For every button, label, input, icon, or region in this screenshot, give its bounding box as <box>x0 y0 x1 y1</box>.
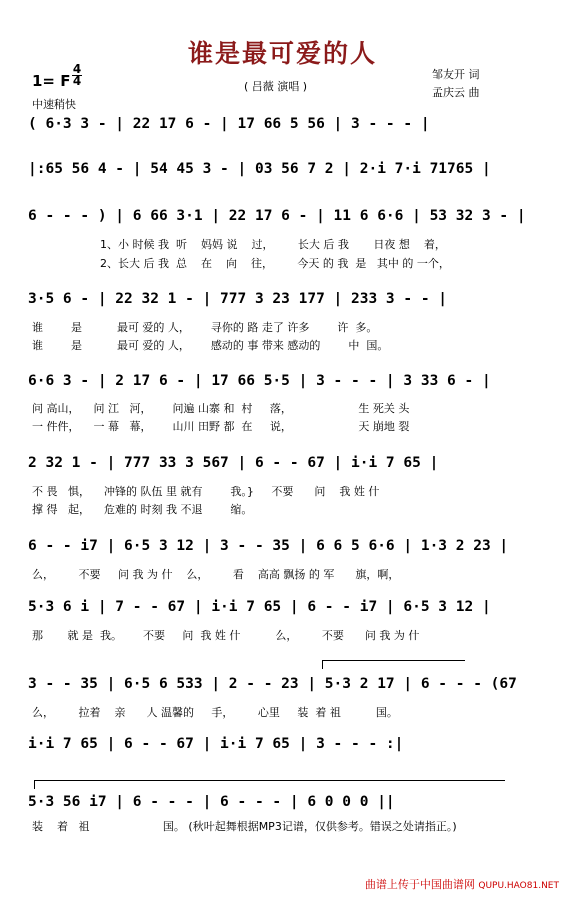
score-system-6: 2 32 1 - | 777 33 3 567 | 6 - - 67 | i·i 7 65 | <box>28 455 439 471</box>
volta-bracket <box>322 660 465 669</box>
score-system-2: |:65 56 4 - | 54 45 3 - | 03 56 7 2 | 2·i 7·i 71765 | <box>28 161 491 177</box>
lyric-line: 一 件件， 一 幕 幕， 山川 田野 都 在 说， 天 崩地 裂 <box>32 420 410 433</box>
lyric-line: 问 高山， 问 江 河， 问遍 山寨 和 村 落， 生 死关 头 <box>32 402 410 415</box>
score-system-5: 6·6 3 - | 2 17 6 - | 17 66 5·5 | 3 - - - | 3 33 6 - | <box>28 373 491 389</box>
lyric-line: 谁 是 最可 爱的 人， 感动的 事 带来 感动的 中 国。 <box>32 339 389 352</box>
score-system-9: 3 - - 35 | 6·5 6 533 | 2 - - 23 | 5·3 2 17 | 6 - - - (67 <box>28 676 517 692</box>
lyric-line: 1、小 时候 我 听 妈妈 说 过， 长大 后 我 日夜 想 着， <box>100 238 446 251</box>
score-system-1: ( 6·3 3 - | 22 17 6 - | 17 66 5 56 | 3 - - - | <box>28 116 430 132</box>
score-system-3: 6 - - - ) | 6 66 3·1 | 22 17 6 - | 11 6 6·6 | 53 32 3 - | <box>28 208 526 224</box>
lyric-line: 谁 是 最可 爱的 人， 寻你的 路 走了 许多 许 多。 <box>32 321 378 334</box>
score-system-10: i·i 7 65 | 6 - - 67 | i·i 7 65 | 3 - - - :| <box>28 736 404 752</box>
composer-credit: 孟庆云 曲 <box>432 86 480 99</box>
score-system-7: 6 - - i7 | 6·5 3 12 | 3 - - 35 | 6 6 5 6·6 | 1·3 2 23 | <box>28 538 509 554</box>
lyric-line: 撑 得 起， 危难的 时刻 我 不退 缩。 <box>32 503 253 516</box>
time-sig-bottom: 4 <box>72 74 82 88</box>
score-system-11: 5·3 56 i7 | 6 - - - | 6 - - - | 6 0 0 0 || <box>28 794 395 810</box>
tempo-marking: 中速稍快 <box>32 98 76 111</box>
footer-site: QUPU.HAO81.NET <box>478 881 559 891</box>
time-sig-top: 4 <box>72 62 82 76</box>
lyric-line: 2、长大 后 我 总 在 向 往， 今天 的 我 是 其中 的 一个， <box>100 257 450 270</box>
key-signature: 1= F <box>32 72 71 90</box>
time-signature <box>72 64 82 87</box>
lyric-line: 那 就 是 我。 不要 问 我 姓 什 么， 不要 问 我 为 什 <box>32 629 420 642</box>
lyric-line: 不 畏 惧， 冲锋的 队伍 里 就有 我。} 不要 问 我 姓 什 <box>32 485 380 498</box>
song-title: 谁是最可爱的人 <box>187 39 377 68</box>
singer-credit: ( 吕薇 演唱 ) <box>244 80 308 93</box>
volta-bracket <box>34 780 505 789</box>
lyricist-credit: 邹友开 词 <box>432 68 480 81</box>
footer-text: 曲谱上传于中国曲谱网 <box>364 878 475 891</box>
score-system-4: 3·5 6 - | 22 32 1 - | 777 3 23 177 | 233 3 - - | <box>28 291 448 307</box>
lyric-line: 么， 不要 问 我 为 什 么， 看 高高 飘扬 的 军 旗，啊， <box>32 568 400 581</box>
lyric-line: 么， 拉着 亲 人 温馨的 手， 心里 装 着 祖 国。 <box>32 706 398 719</box>
score-system-8: 5·3 6 i | 7 - - 67 | i·i 7 65 | 6 - - i7 | 6·5 3 12 | <box>28 599 491 615</box>
site-footer <box>365 876 559 892</box>
lyric-line: 装 着 祖 国。 (秋叶起舞根据MP3记谱，仅供参考。错误之处请指正。) <box>32 820 457 833</box>
